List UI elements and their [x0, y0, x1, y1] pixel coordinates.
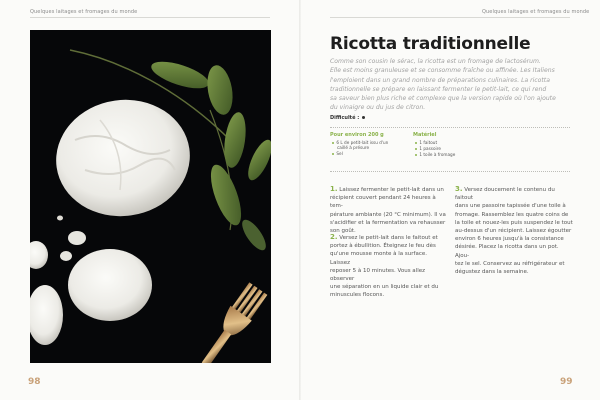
difficulty-rating	[330, 115, 365, 121]
header-rule-right	[330, 17, 570, 18]
page-number-left: 98	[28, 377, 41, 387]
intro-line: Elle est moins granuleuse et se consomme fraîche ou affinée. Les Italiens	[330, 67, 555, 75]
difficulty-dot-icon	[362, 116, 365, 119]
bullet-icon	[415, 148, 417, 150]
ingredients-title: Pour environ 200 g	[330, 132, 384, 138]
step-number: 2.	[330, 233, 338, 241]
ricotta-illustration	[30, 30, 271, 363]
divider-top	[330, 127, 570, 128]
step-2: 2. Versez le petit-lait dans le faitout et portez à ébullition. Éteignez le feu dès qu'une mousse monte à la surface. Laissez reposer 5 à 10 minutes. Vous allez observer une séparation en un liquide clair et du minuscules flocons.	[330, 233, 439, 299]
bullet-icon	[415, 154, 417, 156]
recipe-intro	[330, 57, 570, 113]
recipe-title: Ricotta traditionnelle	[330, 34, 531, 54]
difficulty-label: Difficulté :	[330, 115, 360, 121]
running-head-right: Quelques laitages et fromages du monde	[482, 9, 590, 15]
equipment-item: 1 passoire	[415, 146, 441, 151]
page-gutter	[299, 0, 301, 400]
intro-line: du vinaigre ou du jus de citron.	[330, 104, 426, 112]
equipment-item: 1 toile à fromage	[415, 152, 455, 157]
ingredient-item: Sel	[332, 151, 402, 156]
running-head-left: Quelques laitages et fromages du monde	[30, 9, 138, 15]
intro-line: Comme son cousin le sérac, la ricotta est un fromage de lactosérum.	[330, 58, 541, 65]
divider-bottom	[330, 171, 570, 172]
step-3: 3. Versez doucement le contenu du faitout dans une passoire tapissée d'une toile à fromage. Rassemblez les quatre coins de la toile et nouez-les puis suspendez le tout au-dessus d'un récipient. Laissez égoutter environ 6 heures jusqu'à la consistance désirée. Placez la ricotta dans un pot. Ajou- tez le sel. Conservez au réfrigérateur et dégustez dans la semaine.	[455, 185, 573, 276]
step-number: 1.	[330, 185, 338, 193]
intro-line: l'emploient dans un grand nombre de préparations culinaires. La ricotta	[330, 76, 550, 84]
ingredient-item: 6 L de petit-lait issu d'un caillé à présure	[332, 140, 402, 150]
ricotta-photo	[30, 30, 271, 363]
intro-line: traditionnelle se prépare en laissant fermenter le petit-lait, ce qui rend	[330, 85, 547, 93]
step-number: 3.	[455, 185, 463, 193]
intro-line: sa saveur bien plus riche et complexe que la version rapide où l'on ajoute	[330, 95, 556, 103]
equipment-title: Matériel	[413, 132, 437, 138]
step-1: 1. Laissez fermenter le petit-lait dans un récipient couvert pendant 24 heures à tem- pérature ambiante (20 °C minimum). Il va s'acidifier et la fermentation va rehausser son goût.	[330, 185, 446, 235]
bullet-icon	[415, 142, 417, 144]
page-number-right: 99	[560, 377, 573, 387]
header-rule-left	[30, 17, 270, 18]
bullet-icon	[332, 142, 334, 144]
bullet-icon	[332, 153, 334, 155]
equipment-item: 1 faitout	[415, 140, 437, 145]
